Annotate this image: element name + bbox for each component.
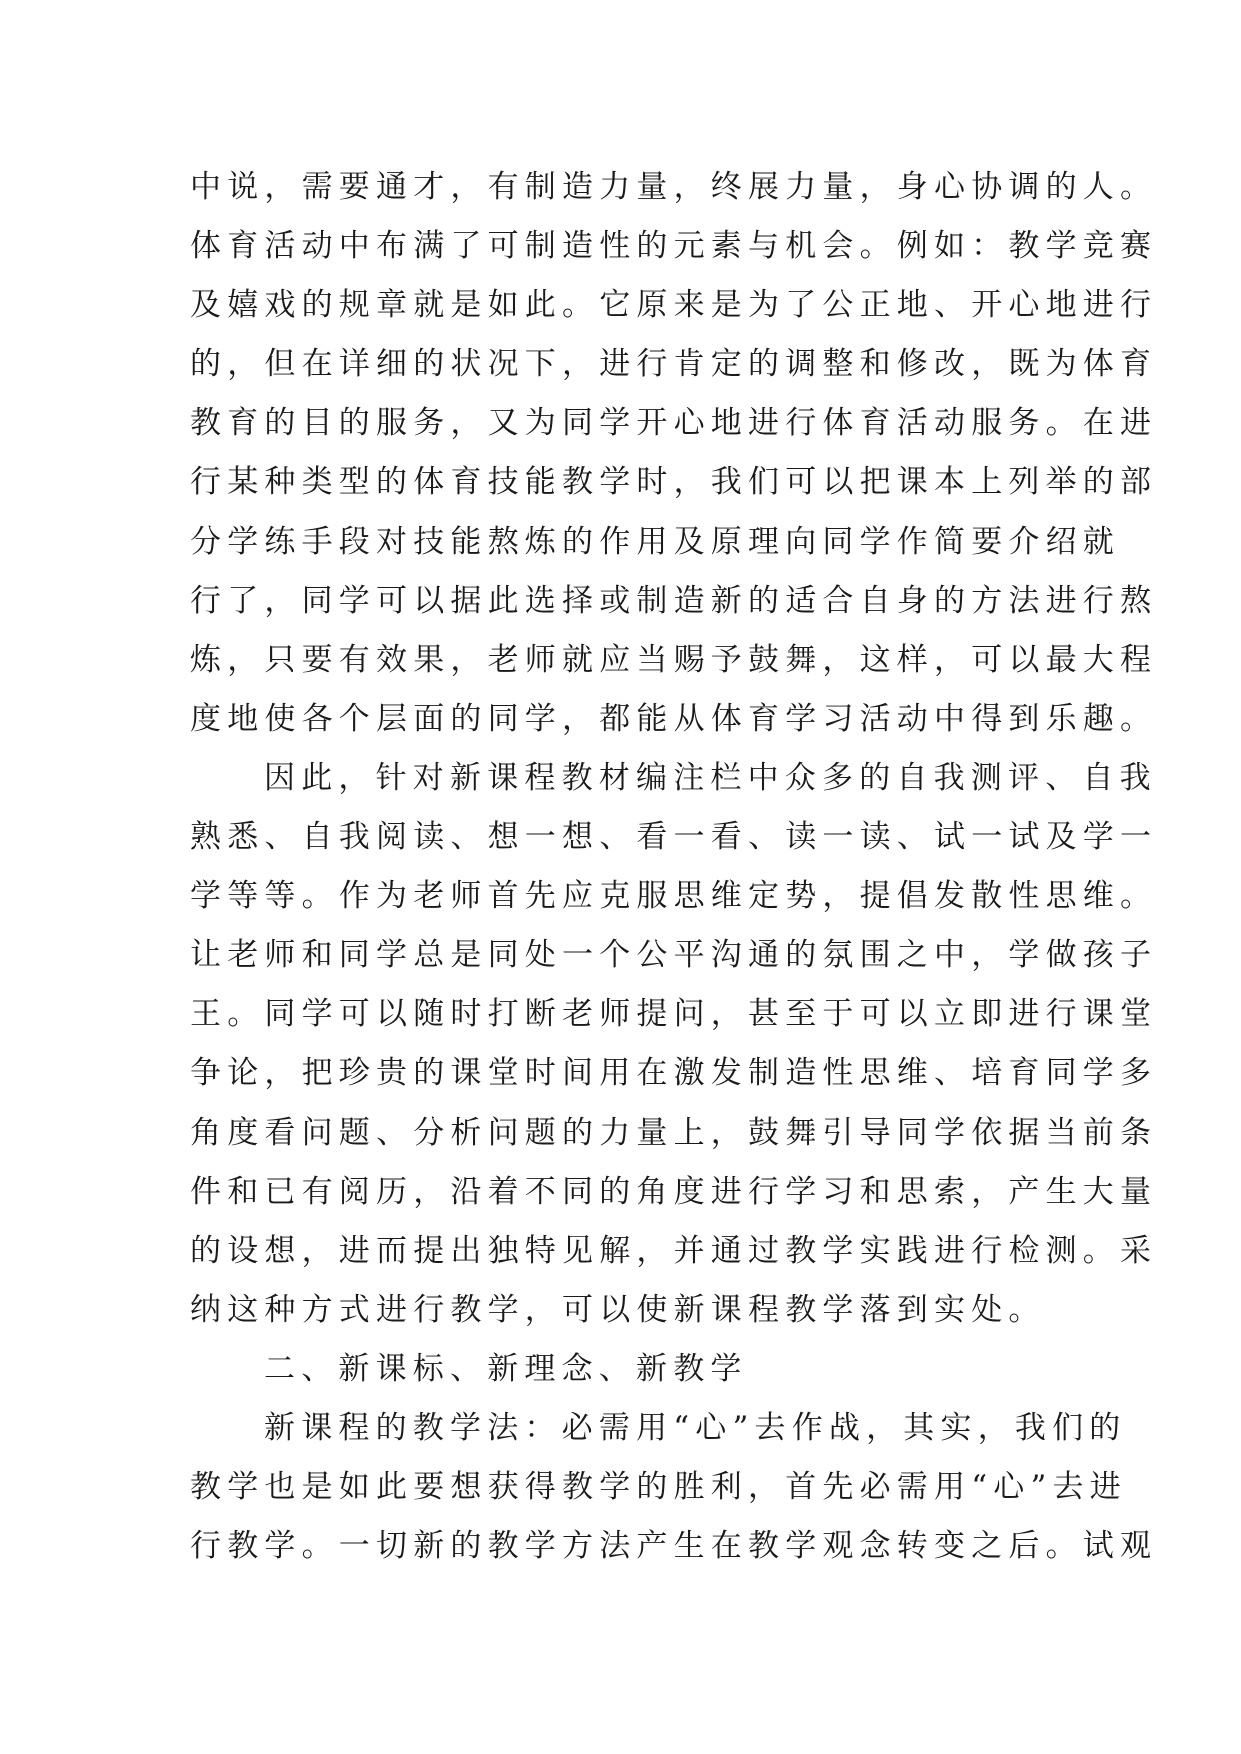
paragraph-start-line: 新课程的教学法：必需用“心”去作战，其实，我们的 (264, 1409, 1127, 1446)
text-line: 度地使各个层面的同学，都能从体育学习活动中得到乐趣。 (190, 700, 1158, 737)
text-line: 炼，只要有效果，老师就应当赐予鼓舞，这样，可以最大程 (190, 641, 1158, 678)
section-heading: 二、新课标、新理念、新教学 (264, 1350, 748, 1387)
text-line: 教学也是如此要想获得教学的胜利，首先必需用“心”去进 (190, 1469, 1127, 1506)
text-line: 行某种类型的体育技能教学时，我们可以把课本上列举的部 (190, 464, 1158, 501)
text-line: 行教学。一切新的教学方法产生在教学观念转变之后。试观 (190, 1528, 1158, 1565)
text-line: 让老师和同学总是同处一个公平沟通的氛围之中，学做孩子 (190, 937, 1158, 974)
text-line: 教育的目的服务，又为同学开心地进行体育活动服务。在进 (190, 405, 1158, 442)
text-line: 纳这种方式进行教学，可以使新课程教学落到实处。 (190, 1291, 1046, 1328)
text-line: 争论，把珍贵的课堂时间用在激发制造性思维、培育同学多 (190, 1055, 1158, 1092)
text-line: 王。同学可以随时打断老师提问，甚至于可以立即进行课堂 (190, 996, 1158, 1033)
text-line: 的，但在详细的状况下，进行肯定的调整和修改，既为体育 (190, 346, 1158, 383)
text-line: 件和已有阅历，沿着不同的角度进行学习和思索，产生大量 (190, 1173, 1158, 1210)
text-line: 行了，同学可以据此选择或制造新的适合自身的方法进行熬 (190, 582, 1158, 619)
text-line: 角度看问题、分析问题的力量上，鼓舞引导同学依据当前条 (190, 1114, 1158, 1151)
text-line: 体育活动中布满了可制造性的元素与机会。例如：教学竞赛 (190, 228, 1158, 265)
text-line: 中说，需要通才，有制造力量，终展力量，身心协调的人。 (190, 169, 1158, 205)
text-line: 熟悉、自我阅读、想一想、看一看、读一读、试一试及学一 (190, 819, 1158, 856)
text-line: 及嬉戏的规章就是如此。它原来是为了公正地、开心地进行 (190, 287, 1158, 324)
body-text (190, 158, 1158, 1576)
text-line: 分学练手段对技能熬炼的作用及原理向同学作简要介绍就 (190, 523, 1120, 560)
text-line: 的设想，进而提出独特见解，并通过教学实践进行检测。采 (190, 1232, 1158, 1269)
text-line: 学等等。作为老师首先应克服思维定势，提倡发散性思维。 (190, 878, 1158, 915)
paragraph-start-line: 因此，针对新课程教材编注栏中众多的自我测评、自我 (264, 759, 1157, 796)
